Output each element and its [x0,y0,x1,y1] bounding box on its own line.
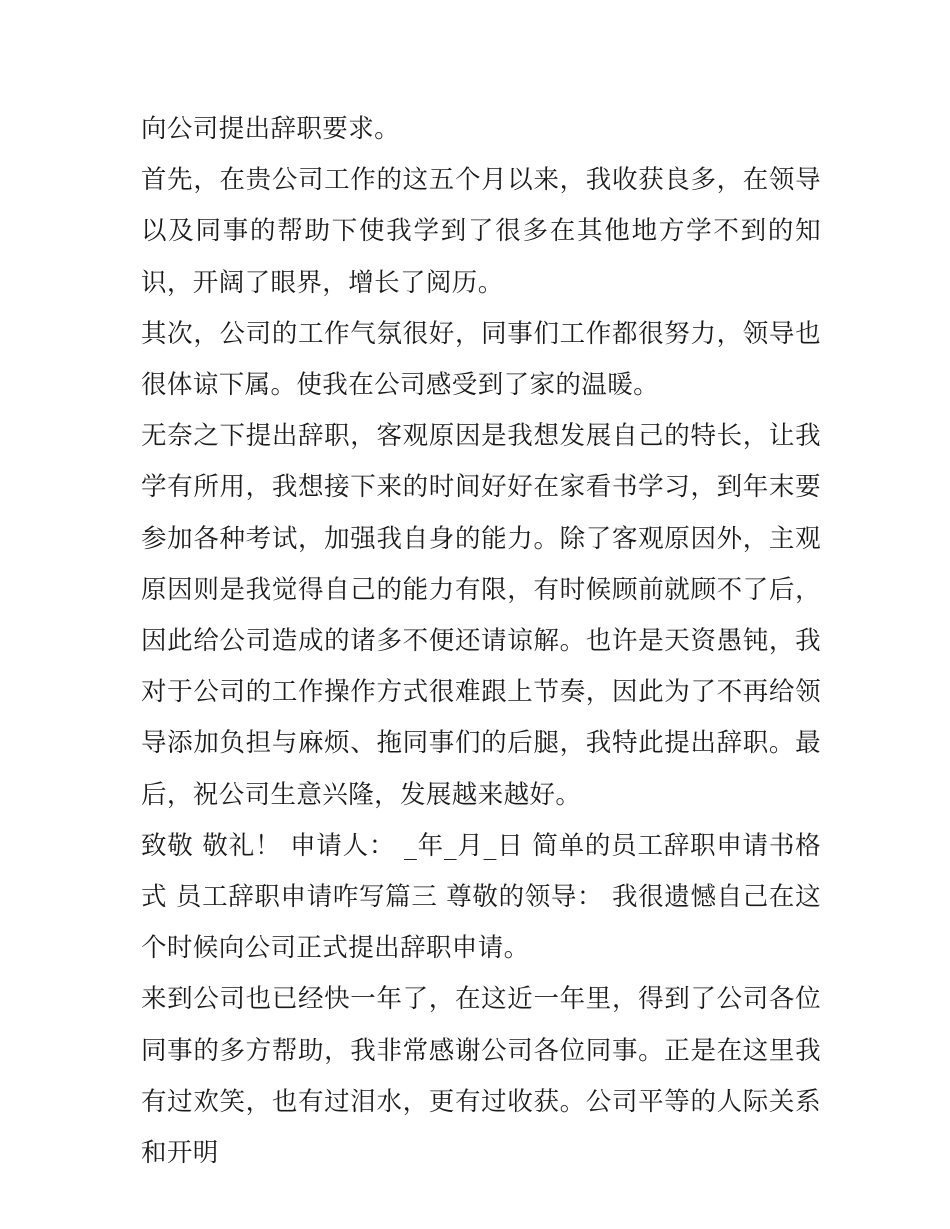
paragraph: 向公司提出辞职要求。 [141,114,401,144]
paragraph: 首先，在贵公司工作的这五个月以来，我收获良多，在领导以及同事的帮助下使我学到了很多在其他地方学不到的知识，开阔了眼界，增长了阅历。 [141,165,821,298]
paragraph: 其次，公司的工作气氛很好，同事们工作都很努力，领导也很体谅下属。使我在公司感受到了家的温暖。 [141,318,821,401]
paragraph: 来到公司也已经快一年了，在这近一年里，得到了公司各位同事的多方帮助，我非常感谢公司各位同事。正是在这里我有过欢笑，也有过泪水，更有过收获。公司平等的人际关系和开明 [141,984,821,1169]
paragraph: 致敬 敬礼！ 申请人： _年_月_日 简单的员工辞职申请书格式 员工辞职申请咋写篇三 尊敬的领导： 我很遗憾自己在这个时候向公司正式提出辞职申请。 [141,830,821,964]
document-body [141,104,821,1179]
paragraph: 无奈之下提出辞职，客观原因是我想发展自己的特长，让我学有所用，我想接下来的时间好好在家看书学习，到年末要参加各种考试，加强我自身的能力。除了客观原因外，主观原因则是我觉得自己的能力有限，有时候顾前就顾不了后，因此给公司造成的诸多不便还请谅解。也许是天资愚钝，我对于公司的工作操作方式很难跟上节奏，因此为了不再给领导添加负担与麻烦、拖同事们的后腿，我特此提出辞职。最后，祝公司生意兴隆，发展越来越好。 [141,421,821,810]
